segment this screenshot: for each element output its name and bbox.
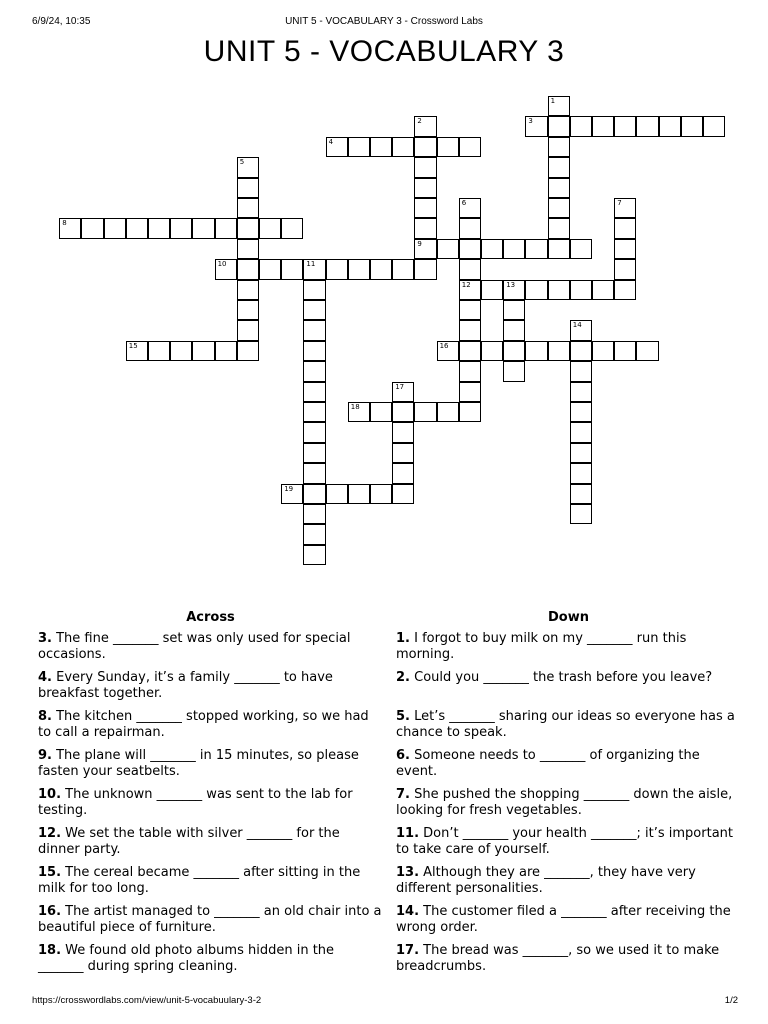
grid-cell[interactable] [703, 116, 725, 136]
cell-number: 9 [417, 239, 422, 248]
grid-cell[interactable] [570, 382, 592, 402]
grid-cell[interactable] [392, 443, 414, 463]
grid-cell[interactable] [281, 218, 303, 238]
clue-item [396, 865, 741, 904]
grid-cell[interactable] [636, 341, 658, 361]
cell-number: 13 [506, 280, 516, 289]
grid-cell[interactable] [192, 218, 214, 238]
grid-cell[interactable] [459, 280, 481, 300]
grid-cell[interactable] [348, 259, 370, 279]
grid-cell[interactable] [570, 422, 592, 442]
grid-cell[interactable] [303, 259, 325, 279]
grid-cell[interactable] [303, 484, 325, 504]
clue-text: We set the table with silver _______ for the dinner party. [38, 826, 340, 857]
grid-cell[interactable] [59, 218, 81, 238]
grid-cell[interactable] [503, 341, 525, 361]
grid-cell[interactable] [548, 178, 570, 198]
grid-cell[interactable] [437, 137, 459, 157]
grid-cell[interactable] [237, 157, 259, 177]
grid-cell[interactable] [659, 116, 681, 136]
cell-number: 15 [128, 341, 138, 350]
cell-number: 16 [439, 341, 449, 350]
grid-cell[interactable] [414, 198, 436, 218]
grid-cell[interactable] [592, 341, 614, 361]
cell-number: 19 [284, 484, 294, 493]
grid-cell[interactable] [636, 116, 658, 136]
grid-cell[interactable] [459, 300, 481, 320]
grid-cell[interactable] [303, 545, 325, 565]
clue-number: 3. [38, 631, 52, 646]
grid-cell[interactable] [570, 320, 592, 340]
across-clue-list [38, 631, 383, 982]
clue-text: The plane will _______ in 15 minutes, so please fasten your seatbelts. [38, 748, 359, 779]
clue-text: I forgot to buy milk on my _______ run this morning. [396, 631, 687, 662]
clue-item [396, 787, 741, 826]
grid-cell[interactable] [503, 320, 525, 340]
clue-item [396, 709, 741, 748]
grid-cell[interactable] [215, 218, 237, 238]
clue-item [38, 904, 383, 943]
grid-cell[interactable] [259, 259, 281, 279]
grid-cell[interactable] [303, 524, 325, 544]
grid-cell[interactable] [303, 280, 325, 300]
grid-cell[interactable] [303, 320, 325, 340]
clue-number: 4. [38, 670, 52, 685]
grid-cell[interactable] [148, 341, 170, 361]
grid-cell[interactable] [392, 382, 414, 402]
grid-cell[interactable] [503, 361, 525, 381]
grid-cell[interactable] [215, 341, 237, 361]
clue-number: 18. [38, 943, 62, 958]
grid-cell[interactable] [237, 218, 259, 238]
down-clues [396, 608, 741, 982]
grid-cell[interactable] [126, 218, 148, 238]
cell-number: 12 [461, 280, 471, 289]
grid-cell[interactable] [614, 218, 636, 238]
clue-text: The unknown _______ was sent to the lab for testing. [38, 787, 353, 818]
print-page-title: UNIT 5 - VOCABULARY 3 - Crossword Labs [285, 16, 483, 27]
grid-cell[interactable] [392, 137, 414, 157]
clue-number: 12. [38, 826, 62, 841]
clue-item [38, 748, 383, 787]
clue-item [38, 631, 383, 670]
cell-number: 7 [617, 199, 622, 207]
grid-cell[interactable] [414, 259, 436, 279]
clue-item [38, 943, 383, 982]
grid-cell[interactable] [303, 361, 325, 381]
grid-cell[interactable] [392, 422, 414, 442]
grid-cell[interactable] [503, 300, 525, 320]
clue-item [396, 943, 741, 982]
grid-cell[interactable] [370, 137, 392, 157]
grid-cell[interactable] [481, 341, 503, 361]
grid-cell[interactable] [281, 484, 303, 504]
grid-cell[interactable] [592, 116, 614, 136]
clue-number: 6. [396, 748, 410, 763]
grid-cell[interactable] [215, 259, 237, 279]
grid-cell[interactable] [192, 341, 214, 361]
grid-cell[interactable] [237, 320, 259, 340]
clue-text: The artist managed to _______ an old chair into a beautiful piece of furniture. [38, 904, 382, 935]
grid-cell[interactable] [437, 239, 459, 259]
grid-cell[interactable] [459, 218, 481, 238]
clue-text: We found old photo albums hidden in the _______ during spring cleaning. [38, 943, 335, 974]
grid-cell[interactable] [459, 361, 481, 381]
grid-cell[interactable] [237, 239, 259, 259]
clue-item [38, 709, 383, 748]
grid-cell[interactable] [459, 137, 481, 157]
print-url: https://crosswordlabs.com/view/unit-5-vocabuulary-3-2 [32, 995, 262, 1006]
clue-item [396, 904, 741, 943]
grid-cell[interactable] [303, 402, 325, 422]
grid-cell[interactable] [614, 280, 636, 300]
clue-item [38, 826, 383, 865]
cell-number: 4 [328, 137, 334, 146]
clue-number: 17. [396, 943, 420, 958]
grid-cell[interactable] [570, 280, 592, 300]
clue-number: 7. [396, 787, 410, 802]
grid-cell[interactable] [525, 239, 547, 259]
clue-text: The fine _______ set was only used for special occasions. [38, 631, 351, 662]
grid-cell[interactable] [548, 96, 570, 116]
clue-number: 16. [38, 904, 62, 919]
grid-cell[interactable] [392, 402, 414, 422]
grid-cell[interactable] [570, 504, 592, 524]
cell-number: 3 [528, 117, 533, 126]
grid-cell[interactable] [459, 239, 481, 259]
grid-cell[interactable] [525, 280, 547, 300]
grid-cell[interactable] [414, 239, 436, 259]
grid-cell[interactable] [525, 116, 547, 136]
grid-cell[interactable] [614, 259, 636, 279]
clue-item [38, 670, 383, 709]
grid-cell[interactable] [459, 341, 481, 361]
grid-cell[interactable] [570, 484, 592, 504]
cell-number: 10 [217, 260, 227, 269]
grid-cell[interactable] [481, 239, 503, 259]
grid-cell[interactable] [126, 341, 148, 361]
down-heading: Down [548, 610, 589, 625]
grid-cell[interactable] [81, 218, 103, 238]
grid-cell[interactable] [348, 402, 370, 422]
grid-cell[interactable] [370, 484, 392, 504]
cell-number: 5 [239, 158, 245, 167]
clue-text: Could you _______ the trash before you leave? [409, 670, 713, 685]
print-datetime: 6/9/24, 10:35 [32, 16, 91, 27]
grid-cell[interactable] [437, 402, 459, 422]
cell-number: 8 [62, 219, 67, 228]
grid-cell[interactable] [414, 178, 436, 198]
clue-item [396, 670, 741, 709]
grid-cell[interactable] [414, 157, 436, 177]
grid-cell[interactable] [237, 280, 259, 300]
grid-cell[interactable] [548, 157, 570, 177]
grid-cell[interactable] [570, 443, 592, 463]
grid-cell[interactable] [437, 341, 459, 361]
grid-cell[interactable] [614, 198, 636, 218]
clue-item [38, 865, 383, 904]
cell-number: 11 [306, 260, 316, 269]
clue-number: 8. [38, 709, 52, 724]
grid-cell[interactable] [281, 259, 303, 279]
grid-cell[interactable] [414, 218, 436, 238]
grid-cell[interactable] [459, 382, 481, 402]
grid-cell[interactable] [459, 259, 481, 279]
clue-text: The bread was _______, so we used it to make breadcrumbs. [396, 943, 720, 974]
grid-cell[interactable] [303, 443, 325, 463]
clue-text: Every Sunday, it’s a family _______ to have breakfast together. [38, 670, 333, 701]
clue-number: 11. [396, 826, 420, 841]
grid-cell[interactable] [614, 239, 636, 259]
grid-cell[interactable] [237, 300, 259, 320]
grid-cell[interactable] [170, 341, 192, 361]
print-page-indicator: 1/2 [724, 995, 738, 1006]
clue-item [38, 787, 383, 826]
clue-number: 14. [396, 904, 420, 919]
grid-cell[interactable] [481, 280, 503, 300]
grid-cell[interactable] [614, 341, 636, 361]
grid-cell[interactable] [303, 341, 325, 361]
clue-text: She pushed the shopping _______ down the aisle, looking for fresh vegetables. [396, 787, 733, 818]
grid-cell[interactable] [392, 259, 414, 279]
grid-cell[interactable] [326, 137, 348, 157]
grid-cell[interactable] [392, 463, 414, 483]
puzzle-title: UNIT 5 - VOCABULARY 3 [203, 35, 565, 68]
grid-cell[interactable] [303, 422, 325, 442]
grid-cell[interactable] [303, 504, 325, 524]
grid-cell[interactable] [237, 178, 259, 198]
grid-cell[interactable] [459, 320, 481, 340]
clue-text: Let’s _______ sharing our ideas so everyone has a chance to speak. [396, 709, 735, 740]
grid-cell[interactable] [326, 484, 348, 504]
clue-text: Someone needs to _______ of organizing the event. [396, 748, 700, 779]
clue-item [396, 631, 741, 670]
grid-cell[interactable] [570, 402, 592, 422]
grid-cell[interactable] [170, 218, 192, 238]
grid-cell[interactable] [414, 137, 436, 157]
grid-cell[interactable] [303, 300, 325, 320]
clue-text: The cereal became _______ after sitting in the milk for too long. [38, 865, 361, 896]
grid-cell[interactable] [392, 484, 414, 504]
clue-item [396, 748, 741, 787]
grid-cell[interactable] [459, 198, 481, 218]
grid-cell[interactable] [681, 116, 703, 136]
grid-cell[interactable] [570, 239, 592, 259]
grid-cell[interactable] [237, 341, 259, 361]
clue-number: 15. [38, 865, 62, 880]
grid-cell[interactable] [570, 361, 592, 381]
grid-cell[interactable] [592, 280, 614, 300]
clue-number: 10. [38, 787, 62, 802]
clue-number: 9. [38, 748, 52, 763]
clue-text: Don’t _______ your health _______; it’s important to take care of yourself. [396, 826, 733, 857]
cell-number: 17 [395, 382, 405, 391]
grid-cell[interactable] [614, 116, 636, 136]
grid-cell[interactable] [348, 137, 370, 157]
grid-cell[interactable] [237, 198, 259, 218]
grid-cell[interactable] [548, 116, 570, 136]
grid-cell[interactable] [104, 218, 126, 238]
clue-text: The kitchen _______ stopped working, so we had to call a repairman. [38, 709, 369, 740]
clue-item [396, 826, 741, 865]
grid-cell[interactable] [503, 239, 525, 259]
clue-number: 5. [396, 709, 410, 724]
grid-cell[interactable] [303, 463, 325, 483]
grid-cell[interactable] [548, 198, 570, 218]
cell-number: 6 [461, 199, 467, 207]
grid-cell[interactable] [148, 218, 170, 238]
cell-number: 14 [572, 321, 582, 330]
grid-cell[interactable] [548, 218, 570, 238]
clue-number: 2. [396, 670, 410, 685]
grid-cell[interactable] [570, 341, 592, 361]
grid-cell[interactable] [525, 341, 547, 361]
grid-cell[interactable] [303, 382, 325, 402]
cell-number: 18 [350, 403, 360, 411]
grid-cell[interactable] [548, 341, 570, 361]
down-clue-list [396, 631, 741, 982]
grid-cell[interactable] [570, 116, 592, 136]
clue-number: 1. [396, 631, 410, 646]
grid-cell[interactable] [414, 116, 436, 136]
across-heading: Across [186, 610, 235, 625]
grid-cell[interactable] [370, 402, 392, 422]
grid-cell[interactable] [414, 402, 436, 422]
grid-cell[interactable] [548, 280, 570, 300]
clue-text: The customer filed a _______ after receiving the wrong order. [396, 904, 731, 935]
clue-text: Although they are _______, they have very different personalities. [396, 865, 696, 896]
grid-cell[interactable] [348, 484, 370, 504]
grid-cell[interactable] [459, 402, 481, 422]
grid-cell[interactable] [548, 239, 570, 259]
cell-number: 2 [417, 117, 422, 126]
cell-number: 1 [550, 97, 556, 105]
grid-cell[interactable] [548, 137, 570, 157]
grid-cell[interactable] [370, 259, 392, 279]
grid-cell[interactable] [259, 218, 281, 238]
grid-cell[interactable] [326, 259, 348, 279]
grid-cell[interactable] [503, 280, 525, 300]
clue-number: 13. [396, 865, 420, 880]
grid-cell[interactable] [237, 259, 259, 279]
across-clues [38, 608, 383, 982]
grid-cell[interactable] [570, 463, 592, 483]
